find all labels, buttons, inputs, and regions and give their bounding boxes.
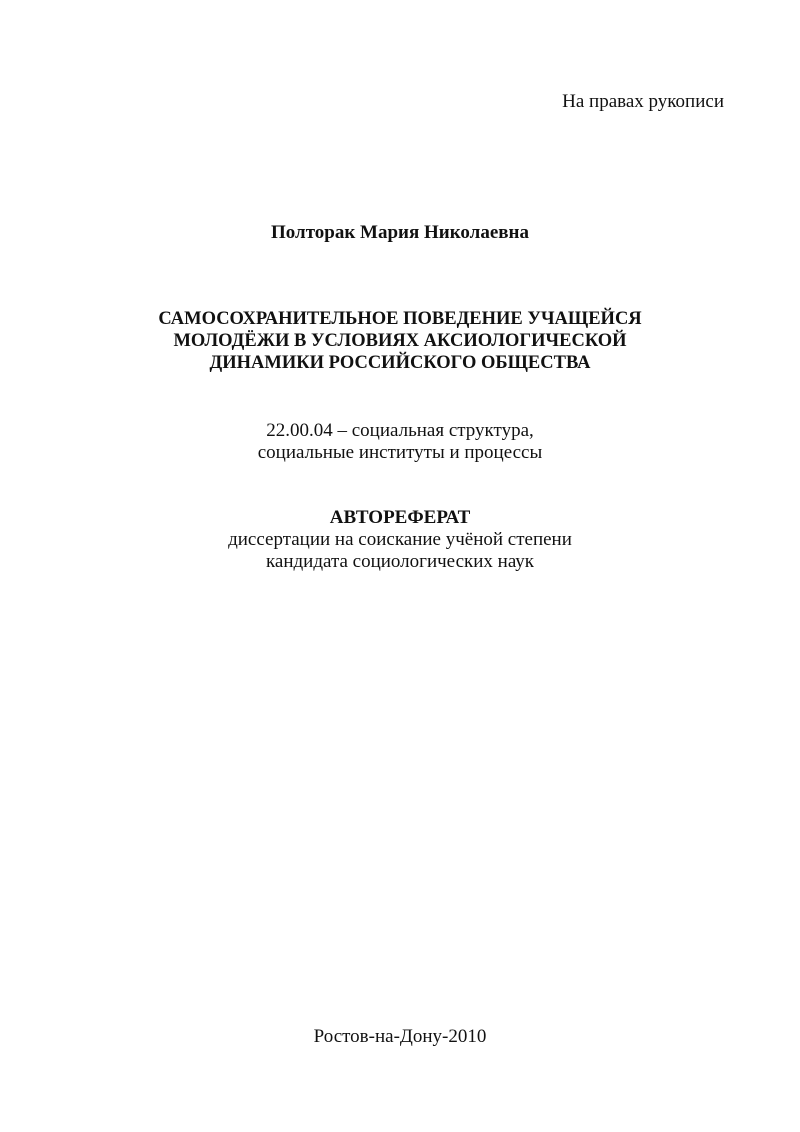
author-name: Полторак Мария Николаевна <box>271 222 529 243</box>
dissertation-title-line-1: САМОСОХРАНИТЕЛЬНОЕ ПОВЕДЕНИЕ УЧАЩЕЙСЯ <box>158 309 642 329</box>
place-and-year: Ростов-на-Дону-2010 <box>313 1026 487 1047</box>
document-type-heading: АВТОРЕФЕРАТ <box>329 507 471 528</box>
dissertation-title-line-3: ДИНАМИКИ РОССИЙСКОГО ОБЩЕСТВА <box>209 353 591 373</box>
dissertation-title-line-2: МОЛОДЁЖИ В УСЛОВИЯХ АКСИОЛОГИЧЕСКОЙ <box>173 331 627 351</box>
manuscript-note: На правах рукописи <box>562 91 724 112</box>
specialty-line-1: 22.00.04 – социальная структура, <box>266 420 534 441</box>
specialty-line-2: социальные институты и процессы <box>257 442 543 463</box>
degree-line-1: диссертации на соискание учёной степени <box>228 529 572 550</box>
degree-line-2: кандидата социологических наук <box>265 551 535 572</box>
